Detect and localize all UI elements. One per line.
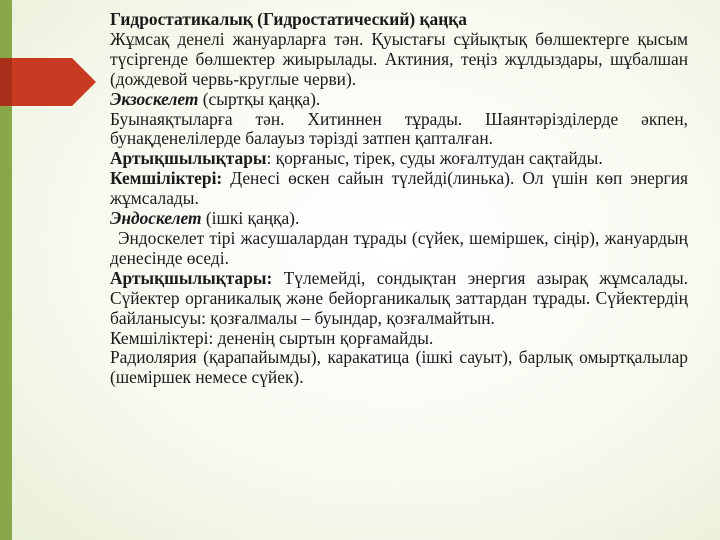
exo-disadvantages (110, 169, 688, 209)
exoskeleton-heading (110, 90, 688, 110)
exo-disadvantages-label: Кемшіліктері: (110, 168, 223, 189)
endoskeleton-translation: (ішкі қаңқа). (201, 208, 300, 229)
endo-disadvantages: Кемшіліктері: дененің сыртын қорғамайды. (110, 327, 434, 348)
exoskeleton-term: Экзоскелет (110, 88, 199, 109)
exo-disadvantages-text: Денесі өскен сайын түлейді(линька). Ол үшін көп энергия жұмсалады. (110, 168, 688, 209)
endoskeleton-term: Эндоскелет (110, 208, 202, 229)
red-arrow-icon (0, 58, 96, 106)
endoskeleton-heading (110, 209, 688, 229)
paragraph-endoskeleton: Эндоскелет тірі жасушалардан тұрады (сүйек, шеміршек, сіңір), жануардың денесінде өседі. (110, 227, 688, 268)
paragraph-exoskeleton: Буынаяқтыларға тән. Хитиннен тұрады. Шаянтәрізділерде әкпен, бунақденелілерде балауыз тәрізді затпен қапталған. (110, 108, 688, 149)
exoskeleton-translation: (сыртқы қаңқа). (198, 88, 321, 109)
endo-advantages (110, 269, 688, 329)
exo-advantages-text: : қорғаныс, тірек, суды жоғалтудан сақтайды. (266, 148, 603, 169)
paragraph-examples: Радиолярия (қарапайымды), каракатица (ішкі сауыт), барлық омыртқалылар (шеміршек немесе сүйек). (110, 347, 688, 388)
exo-advantages-label: Артықшылықтары (110, 148, 267, 169)
endo-advantages-label: Артықшылықтары: (110, 267, 273, 288)
slide-title: Гидростатикалық (Гидростатический) қаңқа (110, 9, 467, 29)
slide-content (110, 10, 688, 388)
paragraph-hydrostatic: Жұмсақ денелі жануарларға тән. Қуыстағы сұйықтық бөлшектерге қысым түсіргенде бөлшектер жиырылады. Актиния, теңіз жұлдыздары, шұбалшан (дождевой червь-круглые черви). (110, 28, 688, 89)
endo-advantages-text: Түлемейді, сондықтан энергия азырақ жұмсалады. Сүйектер органикалық және бейорганикалық заттардан тұрады. Сүйектердің байланысуы: қозғалмалы – буындар, қозғалмайтын. (110, 267, 688, 328)
exo-advantages (110, 149, 688, 169)
